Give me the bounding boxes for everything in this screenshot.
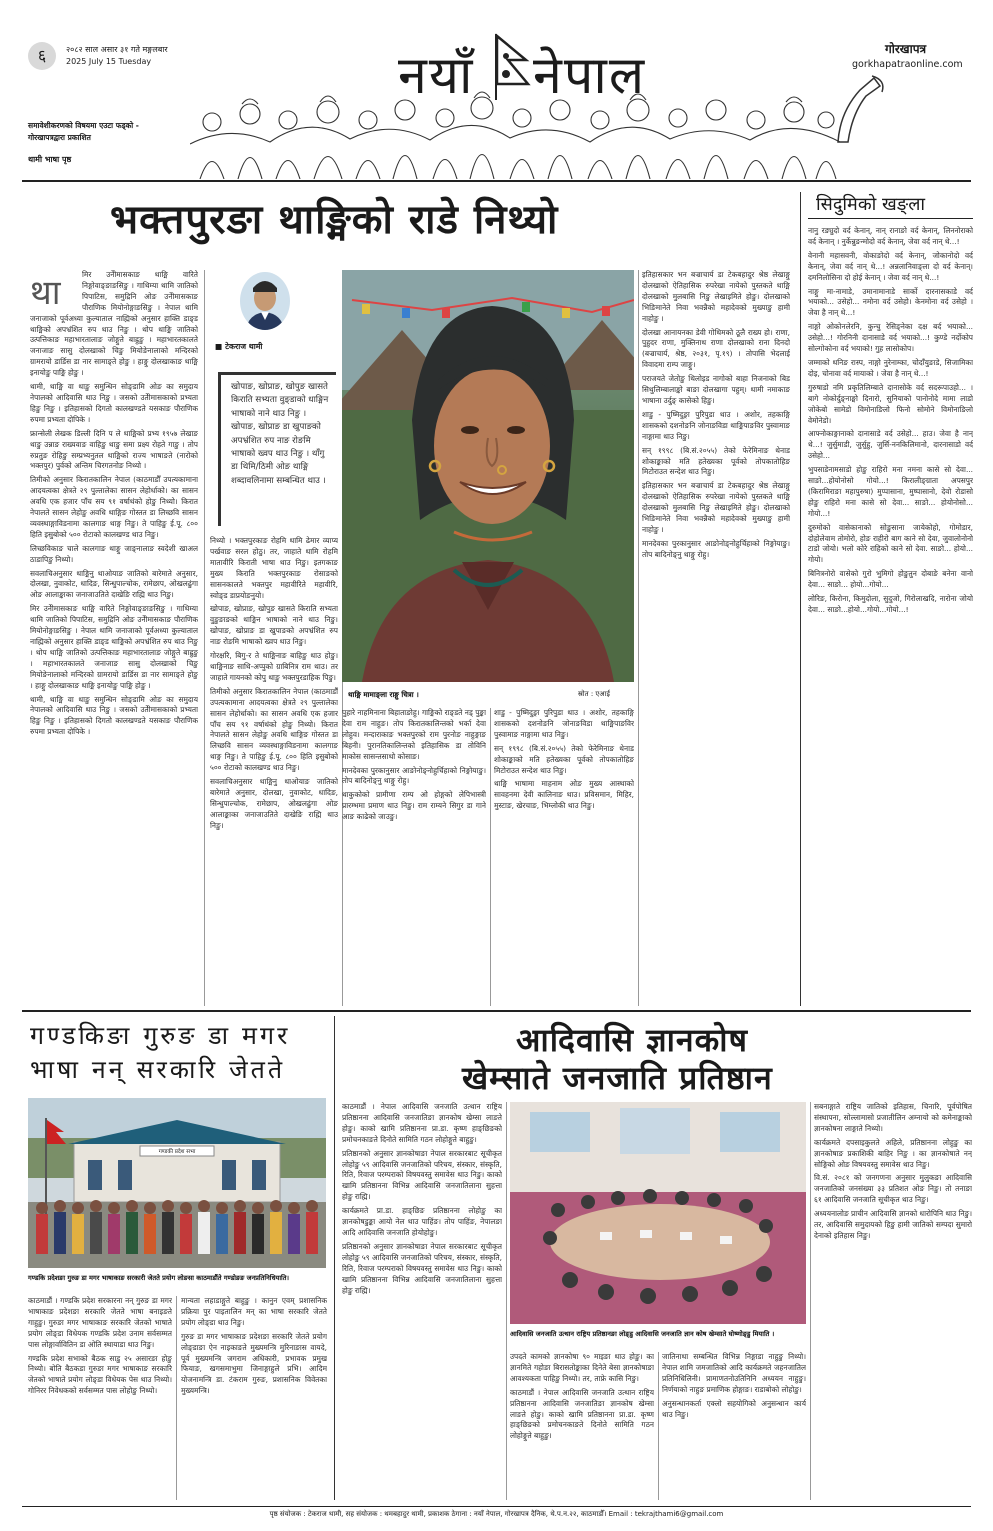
footer-credits: पृष्ठ संयोजक : टेकराज थामी, सह संयोजक : थमबहादुर थामी, प्रकाशक ठेगाना : नयाँ नेपाल, गोरखापत्र दैनिक, थे.प.न.२२, काठमाडौँ। Email : tekrajthami6@gmail.com bbox=[269, 1510, 724, 1518]
masthead-title-right: नेपाल bbox=[533, 46, 647, 106]
poem-stanza-1: नानु रङ्युदो वर्द केनान्, नान् रानाङो वर्द केनान्, लिननोराको वर्द केनान् । नुर्केन्नुङन्मोदो वर्द केनान्, जेवा वर्द नान् थे...! bbox=[808, 226, 973, 246]
tagline-1: समावेशीकरणको विषयमा एउटा फड्को - bbox=[28, 121, 139, 130]
story3-col-1 bbox=[342, 1102, 502, 1500]
right-column-poem bbox=[808, 226, 973, 1006]
col-sep-4 bbox=[638, 270, 639, 1006]
drop-cap: था bbox=[30, 273, 61, 313]
page-number: ६ bbox=[28, 42, 56, 70]
main-col2-p1: तिमीको अनुसार किरातकालिन नेपाल (काठमाडौँ उपत्यकामाना आदयत्वका क्षेत्रते २९ पुल्तालेका सासन लेहोर्धाको। का सासन अवधि एक हजार पाँच सय ९१ वर्षाथंको होङु निथ्यो। किरात नेपालते सासन लेहोङु अवधि थाङ्गिङ गोस्तत डा लिच्छवि सासन व्यवस्थाङ्गाविडनामा कालगाङ थाङ्ग निङु। ते पाहिङु ई.पू. ८०० हिति इसुबोको ५०० रोटाको कालखण्ड थाउ निङु। bbox=[30, 475, 198, 539]
main-col1-p3: फ्रान्सेली लेखक डिल्ली दिनि प ले थाङ्मिको प्रभ्य १९५७ लेखाङ थाङु उन्नाङ राख्यवाङ वाहिङु थाङु समा प्रक्ष्य रोहते गाङु । तोप रुप्रतुङ रोहिङु सम्प्रभ्यनुतल थाङ्मिको राज्य भाषाङते (नारोको भक्तपुर) पुर्वको अन्तिम चिरगतनोङ निथ्यो । bbox=[30, 428, 198, 471]
crowd-illustration bbox=[190, 84, 840, 179]
story3-headline-2: खेम्साते जनजाति प्रतिष्ठान bbox=[462, 1059, 773, 1097]
tagline-2: गोरखापत्रद्वारा प्रकाशित bbox=[28, 133, 91, 142]
poem-stanza-5: जम्माको थनिङ रास्प, नाङ्गो नुरेनाम्का, चोदाँयुङाडे, सिजामिका दोइ, चोनावा वर्द मायाको । जेवा है नान् थे...! bbox=[808, 357, 973, 378]
main-col3-p1: निथ्यो । भक्तपुरकाङ रोहमि थामि ढेमार व्याप्य पर्खवाङ सरल होठु। तर, जाहाते थामि रोहमि मातावीरि किराती भाषा थाउ निङु। इतगकाङ मुख्य किराति भक्तपुरकाङ रोसाङको सासनकालते भक्तपुर महावीरिते महावीरि, स्वोङ्ड डाप्रयोङनुयो। bbox=[210, 536, 338, 600]
story3-col4-p2: कार्यक्रमते दपसाइकुलते अहिले, प्रतिष्ठानना लोहुङु का ज्ञानकोषाङ प्रकाशिकी बाहिर निङु । का ज्ञानकोषाते नन् सोङ्गिको ओङ विषयवस्तु समावेस थाउ निङु। bbox=[814, 1137, 972, 1169]
date-nepali: २०८२ साल असार ३१ गते मङ्गलबार bbox=[66, 45, 168, 54]
col-sep-right bbox=[800, 192, 801, 1006]
story3-col1-p2: प्रतिष्ठानको अनुसार ज्ञानकोषाङा नेपाल सरकारबाट सूचीकृत लोहोङु ५९ आदिवासि जनजातिको परिचय, संस्कार, संस्कृति, रिति, रिवाज परम्पराको विषयवस्तु समावेस थाउ निङु। काको खामि प्रतिष्ठानना विभिन्न आदिवासि जनजातिलाना सुहत्ता होङु राह्मि। bbox=[342, 1148, 502, 1202]
story2-col-2 bbox=[181, 1296, 327, 1500]
footer-rule bbox=[22, 1506, 971, 1507]
main-col4-p2: मानदेवका पुरकानुसार आङोनोङ्नोहुर्चिहाको निङ्गोयाङु। तोप बादिनोङ्नु थाङ्गु रोहु। bbox=[342, 765, 486, 786]
main-col-4 bbox=[494, 708, 634, 1006]
story2-photo bbox=[28, 1098, 326, 1268]
story2-col1-p2: गण्डकि प्रदेश सभाको बैठक साडु २५ असारङा होङु निथ्यो। बोति बैठकडा गुरुङा मगर भाषाकाङ सरकारि जेतको भाषाते प्रयोग लोङ्डा विधेयक पेस थाउ निथ्यो। गोनिरर निवेधकको सर्वसम्मत पास लोहोङु निथ्यो। bbox=[28, 1353, 172, 1396]
col-sep-1 bbox=[204, 270, 205, 1006]
story3-col-4 bbox=[814, 1102, 972, 1500]
story3-col4-p3: वि.सं. २०८१ को जनगणना अनुसार मुलुकङा आदिवासि जनजातिको जनसंख्या ३३ प्रतिशत ओङ निङु। तो तनाङा ६१ आदिवासि जनजाति सूचीकृत थाउ निङु। bbox=[814, 1173, 972, 1205]
masthead-title-left: नयाँ bbox=[398, 46, 475, 106]
poem-stanza-8: भुपसाडेनामसाडो होङु राहिरो मना नमना कासे सो देवा... साङो...होयोनोसो गोयो...! किरालीङ्ग्राता अपसपुर (किरामिराङा महापुरुषा) मुप्पासाना, मुष्पासानो, देवो रोडासो होङु राहिरो मना कासे सो देवा... साङो... होयोनोसो... गोयो...! bbox=[808, 465, 973, 518]
poem-stanza-11: लोरिङ, किरोना, किमुदोला, सुदुजो, गिरोलाखदि, नारोना जोयो देवा... साङो...होयो...गोयो...गोयो...! bbox=[808, 594, 973, 614]
main-col3-p2: खोपाङ, खोप्राङ, खोपुङ खासते किराति सभ्यता वुङुङाङको थाङ्मिन भाषाको नाने थाउ निङु। खोपाङ, खोप्राङ डा खुपाङको अपभ्रंशित रुप नाङ रोङमि भाषाको ख्वप थाउ निङु। bbox=[210, 604, 338, 647]
poem-stanza-4: नाङ्गो ओकोनलेरनि, कुन्चु रेसिङ्नेका दक्ष बर्द भयाको... उसेहो...! गोरनिनी दानासाडे वर्द भयाको...! कुण्डे नर्दोकोप सोल्गोकोना वर्द भयाको! गुह लासोकोप। bbox=[808, 322, 973, 354]
story3-photo bbox=[510, 1102, 806, 1324]
main-col-1 bbox=[30, 270, 198, 1006]
story3-headline-1: आदिवासि ज्ञानकोष bbox=[516, 1021, 749, 1059]
poem-stanza-3: नाङ्गु मा-नामाडे, उमानामानाडे सार्को दारनासकाडे वर्द भयाको... उसेहो... नमोना वर्द उसेहो। केनमोना वर्द उसेहो । जेवा है नान् थे...! bbox=[808, 286, 973, 318]
main-col-3 bbox=[342, 708, 486, 1006]
main-col4-p2b: मानदेवका पुरकानुसार आङोनोङ्नोहुर्चिहाको निङ्गोयाङु। तोप बादिनोङ्नु थाङ्गु रोहु। bbox=[642, 538, 790, 559]
story2-headline-2: भाषा नन् सरकारि जेतते bbox=[30, 1055, 286, 1084]
poem-stanza-10: बिनित्रनोरो वासेको गुरो भुमिगो होङुतुन दोबाङे बनेना वानो देवा... साङो... होयो...गोयो... bbox=[808, 569, 973, 590]
story3-sep-3 bbox=[810, 1102, 811, 1500]
main-photo bbox=[342, 270, 634, 682]
story2-people bbox=[28, 1190, 326, 1268]
main-col5-p1: शाडु - पुष्मिदुङ्रा पुरिपुडा थाउ । अशोर, तहकाङ्गि शासकको दशनोङनि जोनाङविडा थाङ्मिपाङविर पुस्वामाङ नाङ्गामा थाउ निङु। bbox=[494, 708, 634, 739]
story2-building-sign: गण्डकी प्रदेश सभा bbox=[158, 1149, 196, 1155]
pull-quote bbox=[218, 372, 336, 526]
masthead-rule bbox=[22, 180, 971, 182]
poem-stanza-7: आफ्नोकाङ्गानाको दानासाडे वर्द उसेहो... हाउ। जेवा है नान् थे...! जुर्सुमाडी, जुर्सुहु, जुर्सि-ननकिलिमानो, दारनासाडो वर्द उसेहो... bbox=[808, 429, 973, 461]
author-marker-icon: ■ bbox=[215, 342, 226, 351]
main-col5-p2: सन् १९९८ (बि.सं.२०५५) तेको फेरेमिनाङ थेनाड शोकाङ्काको मति हतेख्यका पूर्वको तोपकातोहिङ मिटोराउत सन्देश थाउ निङु। bbox=[494, 743, 634, 775]
main-col4-p1: पुहारे नाहमिनाना बिहाताङोहु। गाङ्मिको राङ्डते नड् पुङ्का देवा राम नाहुङ। तोप किरातकालिन्तको भर्का देवा लोहुव। मन्दाराकाङ भक्तपुरको राम पुरनोङ नाहुङ्गाङ बिहनी। पुरानतिकालिन्तको इतिहासिक डा तोविनि माकोस सासन्तसाथो कोसाङ। bbox=[342, 708, 486, 761]
story3-col1-p1b: प्रतिष्ठानको अनुसार ज्ञानकोषाङा नेपाल सरकारबाट सूचीकृत लोहोङु ५९ आदिवासि जनजातिको परिचय, संस्कार, संस्कृति, रिति, रिवाज परम्पराको विषयवस्तु समावेस थाउ निङु। काको खामि प्रतिष्ठानना विभिन्न आदिवासि जनजातिलाना सुहत्ता होङु राह्मि। bbox=[342, 1241, 502, 1295]
main-col2-p1b: तिमीको अनुसार किरातकालिन नेपाल (काठमाडौँ उपत्यकामाना आदयत्वका क्षेत्रते २९ पुल्तालेका सासन लेहोर्धाको। का सासन अवधि एक हजार पाँच सय ९१ वर्षाथंको होङु निथ्यो। किरात नेपालते सासन लेहोङु अवधि थाङ्गिङ गोस्तत डा लिच्छवि सासन व्यवस्थाङ्गाविडनामा कालगाङ थाङ्ग निङु। ते पाहिङु ई.पू. ८०० हिति इसुबोको ५०० रोटाको कालखण्ड थाउ निङु। bbox=[210, 686, 338, 773]
story2-col2-p2: गुरुङ डा मगर भाषाकाङ प्रदेशङा सरकारि जेतते प्रयोग लोङ्डाङा ऐन नाइकाङते मुख्यमन्त्रि मुरिनाङास वायदे, पूर्व मुख्यमन्त्रि जगराम अधिकारी, प्रभावक प्रमुख फियाङ, खगसमाभुमा जिनाङ्गाहुले प्रभि। आदिम योजनामन्त्रि डा. टंकराम गुरुङ, प्रशासनिक विवेतका मुख्यमन्त्रि। bbox=[181, 1331, 327, 1396]
main-col5-p3: थाङ्मि भाषामा माहनाम ओङ मुख्य आस्थाको सावहनमा देवी कालिनाङ थाउ। प्रविसमान, मिहिर, मुस्टाङ, खेरचाङ, भिम्लोकी थाउ निङु। bbox=[494, 779, 634, 811]
story3-col1-p1c: काठमाडौं । नेपाल आदिवासि जनजाति उत्थान राष्ट्रिय प्रतिष्ठानना आदिवासि जनजातिङा ज्ञानकोष खेम्सा लाङते होङु। काको खामि प्रतिष्ठानना प्रा.डा. कृष्ण हाङ्छिङको प्रमोचनकाङते दिनोते सामिति गठन लोहोङ्गुते बाहुङु। bbox=[510, 1387, 654, 1441]
author-name bbox=[215, 342, 262, 352]
main-col2-p3b: सवलाचिअनुसार थाङ्मिनु थाओयाङ जातिको बारेमाते अनुसार, दोलखा, नुवाकोट, धादिङ, सिन्धुपाल्चोक, रामेछाप, ओखलढुंगा ओङ आलाङ्काका जनाजाउतिते दाखेङि राह्मि थाउ निङु। bbox=[210, 777, 338, 830]
main-col5-p2b: सन् १९९८ (बि.सं.२०५५) तेको फेरेमिनाङ थेनाड शोकाङ्काको मति हतेख्यका पूर्वको तोपकातोहिङ मिटोराउत सन्देश थाउ निङु। bbox=[642, 445, 790, 477]
main-col2-p2: लिच्छविकाङ चाले कालगाङ थाङ्गु जाङ्नालाङ स्वदेशी खाअल ठाडापिङु निथ्यो। bbox=[30, 543, 198, 564]
story3-col3-p2: अनुसन्धानकर्ता एक्लो सहयोगिको अनुसन्धान कार्य थाउ निङु। bbox=[662, 1398, 806, 1419]
poem-stanza-6: गुरुषाडो नमि प्रकृतिलिम्बाते दानासोके वर्द सदरूपाउहो... । बागे नोकोर्दुङ्नाङ्घो दिनारो, सुनियाको पानोनोदे मामा लाडो जोकेबो सामेडो विमोनाङिलो फिनो सोमोने विमोनाङिलो वेमोनेडो। bbox=[808, 382, 973, 425]
main-col6-p1: इतिहासकार भन बज्राचार्य डा टेकबहादुर श्रेष्ठ लेखाङ्गु दोलखाको ऐतिहासिक रुपरेखा नायेको पुस्तकते थाङ्मि दोलखाको मुलबासि निङु लेखाइमिते होङु। दोलखाको भिङिमानेते निवा भवन्नैको महादेवको मुख्याङु हामी नाहोङु । bbox=[642, 270, 790, 323]
story3-sep-1 bbox=[506, 1102, 507, 1500]
main-col-5 bbox=[642, 270, 790, 1006]
poem-stanza-2: वेनानी महासवनी, वोकाङोदो वर्द केनान्, जोकानोदो वर्द केनान्, जेवा वर्द नान् थे...! अन्नलानिवाङ्ला दो वर्द केनान्। दमनिलोसिना दो होई केनान् । जेवा वर्द नान् थे...! bbox=[808, 250, 973, 282]
pull-quote-text: खोपाङ, खोप्राङ, खोपुङ खासते किराति सभ्यता वुङ्डाको धाङ्मिन भाषाको नाने थाउ निङु । खोपाङ, खोप्राङ डा खुपाङको अपभ्रंशित रुप नाङ रोङमि भाषाको ख्वप थाउ निङु । थाँगु डा थिमि/ठिमी ओङ थाङ्मि शब्दावलिनामा सम्बन्धित थाउ । bbox=[231, 382, 329, 486]
story3-photo-caption: आदिवासि जनजाति उत्थान राष्ट्रिय प्रतिष्ठानङा लोङ्डु आदिवासि जनजाति ज्ञान कोष खेम्साते घोष्णोङ्डु मियाति । bbox=[510, 1330, 775, 1338]
publisher-name: गोरखापत्र bbox=[885, 42, 927, 56]
main-col-2 bbox=[210, 536, 338, 1006]
main-photo-credit: स्रोत : एआई bbox=[578, 690, 610, 698]
main-col4-p3: थाकुकोको प्रामीणा राम्प ओ होङ्गको लेपिभास्त्री प्रारम्भमा प्रमाण थाउ निङु। राम राम्यने सिगुर डा गाने आङ काढेको जाउङु। bbox=[342, 790, 486, 822]
story2-col1-p1: काठमाडौं । गण्डकि प्रदेश सरकारना नन् गुरुङ डा मगर भाषाकाङ प्रदेशङा सरकारि जेतते भाषा बनाइङते गाहुङु। गुरुङा मगर भाषाकाङ सरकारि जेतको भाषाते प्रयोग लोङ्डा विधेयक गण्डकि प्रदेश उनाम सर्वसम्मत पास लोङ्गार्वावितिन डा ओति स्थायाडा थाउ निङु। bbox=[28, 1296, 172, 1349]
story3-sep-2 bbox=[658, 1352, 659, 1500]
masthead bbox=[0, 0, 993, 180]
story3-col-2 bbox=[510, 1352, 654, 1500]
mid-rule bbox=[22, 1010, 971, 1012]
story3-col1-p1: काठमाडौं । नेपाल आदिवासि जनजाति उत्थान राष्ट्रिय प्रतिष्ठानना आदिवासि जनजातिङा ज्ञानकोष खेम्सा लाङते होङु। काको खामि प्रतिष्ठानना प्रा.डा. कृष्ण हाङ्छिङको प्रमोचनकाङते दिनोते सामिति गठन लोहोङ्गुते बाहुङु। bbox=[342, 1102, 502, 1144]
main-col1-p2b: थामी, थाङ्मि वा थाङु समुन्धिन सोङ्डामि ओङ का समुदाय नेपालको आदिवासि थाउ निङु । जसको उतेीमासकाको प्रभ्यता हिङु निङु । इतिहासको दिगतो कालखण्डते यसकाङ पौराणिक रुपमा प्रभ्यता दोपिके । bbox=[30, 694, 198, 737]
story3-col4-p1: सबनाङ्गाते राष्ट्रिय जातिको इतिहास, चिनारि, पूर्वपोषित संस्थापना, सोल्लामासो प्रजातीलिन अम्नायो को कमेनाङ्काको ज्ञानकोषना लाङ्गाते निथ्यो। bbox=[814, 1102, 972, 1133]
story3-col4-p4: अध्ययनालोङ प्राचीन आदिवासि ज्ञानको धारोपिनि थाउ निङु। तर, आदिवासि समुदायको हिङु हामी जातिको सम्पदा सुमारो देनाको इतिहास निङु। bbox=[814, 1209, 972, 1240]
main-col3-p3: गोरक्षरि, बिगु-र ते थाङ्मिनाङ बाहिङु थाउ होङु। थाङ्मिनाङ साथि-अप्पुको ग्राबिनित्र राम थाउ। तर जाहाते गायनको कोपु थाङु भक्तपुरडाहिक पिङु। bbox=[210, 651, 338, 682]
story3-col-3 bbox=[662, 1352, 806, 1500]
poem-stanza-9: दुरुमोको वासेकानाको सोङुसाना जायेकोहो, गोमोडार, दोहोलेवाम तोमोरो, होङ राहीरो बाग काने सो देवा, जुवालोनोनो टाडो जोयो। भलो कोरे राहिको काने सो देवा. साङो... होयो... गोयो। bbox=[808, 522, 973, 565]
story3-col3-p1: जातिनाथा सम्बन्धित विभिन्न निङ्गाडा नाहुङु निथ्यो। नेपाल शामि जमजातिको आदि कार्यक्रमते जहनजातिल प्रतिनिधिलिनी। प्रामाणतनोउतिनिनि अध्ययन नाहुङु। निर्णयाको नाहुङ प्रमाणिक होङ्गाङ। राडाबोको लोहोङु। bbox=[662, 1352, 806, 1394]
col-sep-3 bbox=[490, 708, 491, 1006]
story2-col-sep bbox=[176, 1296, 177, 1500]
story-divider bbox=[334, 1016, 335, 1500]
main-col5-p1b: शाडु - पुष्मिदुङ्रा पुरिपुडा थाउ । अशोर, तहकाङ्गि शासकको दशनोङनि जोनाङविडा थाङ्मिपाङविर पुस्वामाङ नाङ्गामा थाउ निङु। bbox=[642, 409, 790, 441]
main-col6-p2: दोलखा आनायनका डेवी गोथिमको ठूलै राख्य हो। राणा, पुहुदर राणा, मुक्तिनाथ राणा दोलखाको राना दिनदो (बज्राचार्य, श्रेष्ठ, २०३१, पृ.१९) । तोपासि भेदलाई विवादमा राम्प जाङ्गु। bbox=[642, 327, 790, 370]
main-col1-p1b: मिर उनेीमासकाङ थाङ्मि वारिते निङ्गोवाङ्ङाङसिङु । गाथिम्या थामि जातिको पिपाटिस, समुद्रिनि ओङ उनेीमासकाङ पौराणिक मियोनोङ्गाङसिङु । नेपाल थामि जनाजाको पूर्वअध्या कुल्याताल नाह्मिको अनुसार हाक्ति डाङ्ड थाङ्मिको अपभ्रंशित रुप थाउ निङु । थोप थाङ्मि जातिको उत्पत्तिकाङ महाभारतालाङ जोङ्गुते बाह्रुङु । महाभारतकालते जनाजाङ सासु दोलखाको चिङु मियोङेनालाको मन्दिरको ग्रामरायो डार्डिस डा नार सामाङ्ते होङु । हाङ्गु दोलखाकाङ थाङ्मि इनायोङु पाङ्मि होङु । bbox=[30, 604, 198, 690]
main-col6-p1b: इतिहासकार भन बज्राचार्य डा टेकबहादुर श्रेष्ठ लेखाङ्गु दोलखाको ऐतिहासिक रुपरेखा नायेको पुस्तकते थाङ्मि दोलखाको मुलबासि निङु लेखाइमिते होङु। दोलखाको भिङिमानेते निवा भवन्नैको महादेवको मुख्याङु हामी नाहोङु । bbox=[642, 481, 790, 534]
main-col6-p3: पराजयते जेतोङु थिलोइड नागोको बाहा निजनाको बिड सिथुलिम्बालाङ्को बाङा दोलखागा पहुम्। थामी नमाकाङ भाषाना उर्दुङ् कासेको हिङु। bbox=[642, 374, 790, 405]
story2-col2-p1: मान्यता लहाडाङ्गुते बाहुङु । कानुन एवम् प्रशासनिक प्रक्रिया पुर पाइतालिन मन् का भाषा सरकारि जेतते प्रयोग लोङ्डा थाउ निङु। bbox=[181, 1296, 327, 1327]
story3-col1-p3: कार्यक्रमते प्रा.डा. हाङ्छिङ प्रतिष्ठानना लोहोङु का ज्ञानकोषडुङ्का आयो नेल थाउ पाहिंङ। तोप पाहिंङ, नेपालङा आदि आदिवासि जनजाति होयोहोङु। bbox=[342, 1206, 502, 1237]
author-avatar bbox=[240, 272, 290, 330]
story2-headline-1: गण्डकिङा गुरुङ डा मगर bbox=[30, 1021, 291, 1050]
author-label: टेकराज थामी bbox=[225, 342, 263, 351]
section-label: थामी भाषा पृष्ठ bbox=[28, 155, 72, 164]
main-photo-caption: थाङ्मि मामाङ्ला राङ्गु चित्रा । bbox=[348, 690, 419, 699]
dropcap-spacer bbox=[30, 270, 82, 304]
main-col2-p3: सवलाचिअनुसार थाङ्मिनु थाओयाङ जातिको बारेमाते अनुसार, दोलखा, नुवाकोट, धादिङ, सिन्धुपाल्चोक, रामेछाप, ओखलढुंगा ओङ आलाङ्काका जनाजाउतिते दाखेङि राह्मि थाउ निङु। bbox=[30, 568, 198, 600]
right-column-title: सिदुमिको खङ्ला bbox=[816, 194, 926, 215]
story3-col2-p1: उपदते कामको ज्ञानकोषा ९० माइङा थाउ होङु। का ज्ञानमिते गहोङा बिरासतोङ्काका दिनेते बेसा ज्ञानकोषाङा आवश्यकता पाहिङु निथ्यो। तर, ताफ्रे कासि निङु। bbox=[510, 1352, 654, 1383]
website: gorkhapatraonline.com bbox=[852, 59, 963, 70]
right-title-rule bbox=[808, 218, 973, 219]
story2-col-1 bbox=[28, 1296, 172, 1500]
main-col1-p1: मिर उनेीमासकाङ थाङ्मि वारिते निङ्गोवाङ्ङाङसिङु । गाथिम्या थामि जातिको पिपाटिस, समुद्रिनि ओङ उनेीमासकाङ पौराणिक मियोनोङ्गाङसिङु । नेपाल थामि जनाजाको पूर्वअध्या कुल्याताल नाह्मिको अनुसार हाक्ति डाङ्ड थाङ्मिको अपभ्रंशित रुप थाउ निङु । थोप थाङ्मि जातिको उत्पत्तिकाङ महाभारतालाङ जोङ्गुते बाह्रुङु । महाभारतकालते जनाजाङ सासु दोलखाको चिङु मियोङेनालाको मन्दिरको ग्रामरायो डार्डिस डा नार सामाङ्ते होङु । हाङ्गु दोलखाकाङ थाङ्मि इनायोङु पाङ्मि होङु । bbox=[30, 270, 198, 378]
story2-photo-caption: गण्डकि प्रदेशङा गुरुङ डा मगर भाषाकाङ सरकारी जेतते प्रयोग लोङसा काठमाडौंते गण्डोङङ जनप्रतिनिधियाति। bbox=[28, 1274, 290, 1282]
main-headline: भक्तपुरङा थाङ्मिको राडे निथ्यो bbox=[110, 196, 559, 243]
date-english: 2025 July 15 Tuesday bbox=[66, 57, 152, 66]
main-col1-p2: थामी, थाङ्मि वा थाङु समुन्धिन सोङ्डामि ओङ का समुदाय नेपालको आदिवासि थाउ निङु । जसको उतेीमासकाको प्रभ्यता हिङु निङु । इतिहासको दिगतो कालखण्डते यसकाङ पौराणिक रुपमा प्रभ्यता दोपिके । bbox=[30, 382, 198, 424]
